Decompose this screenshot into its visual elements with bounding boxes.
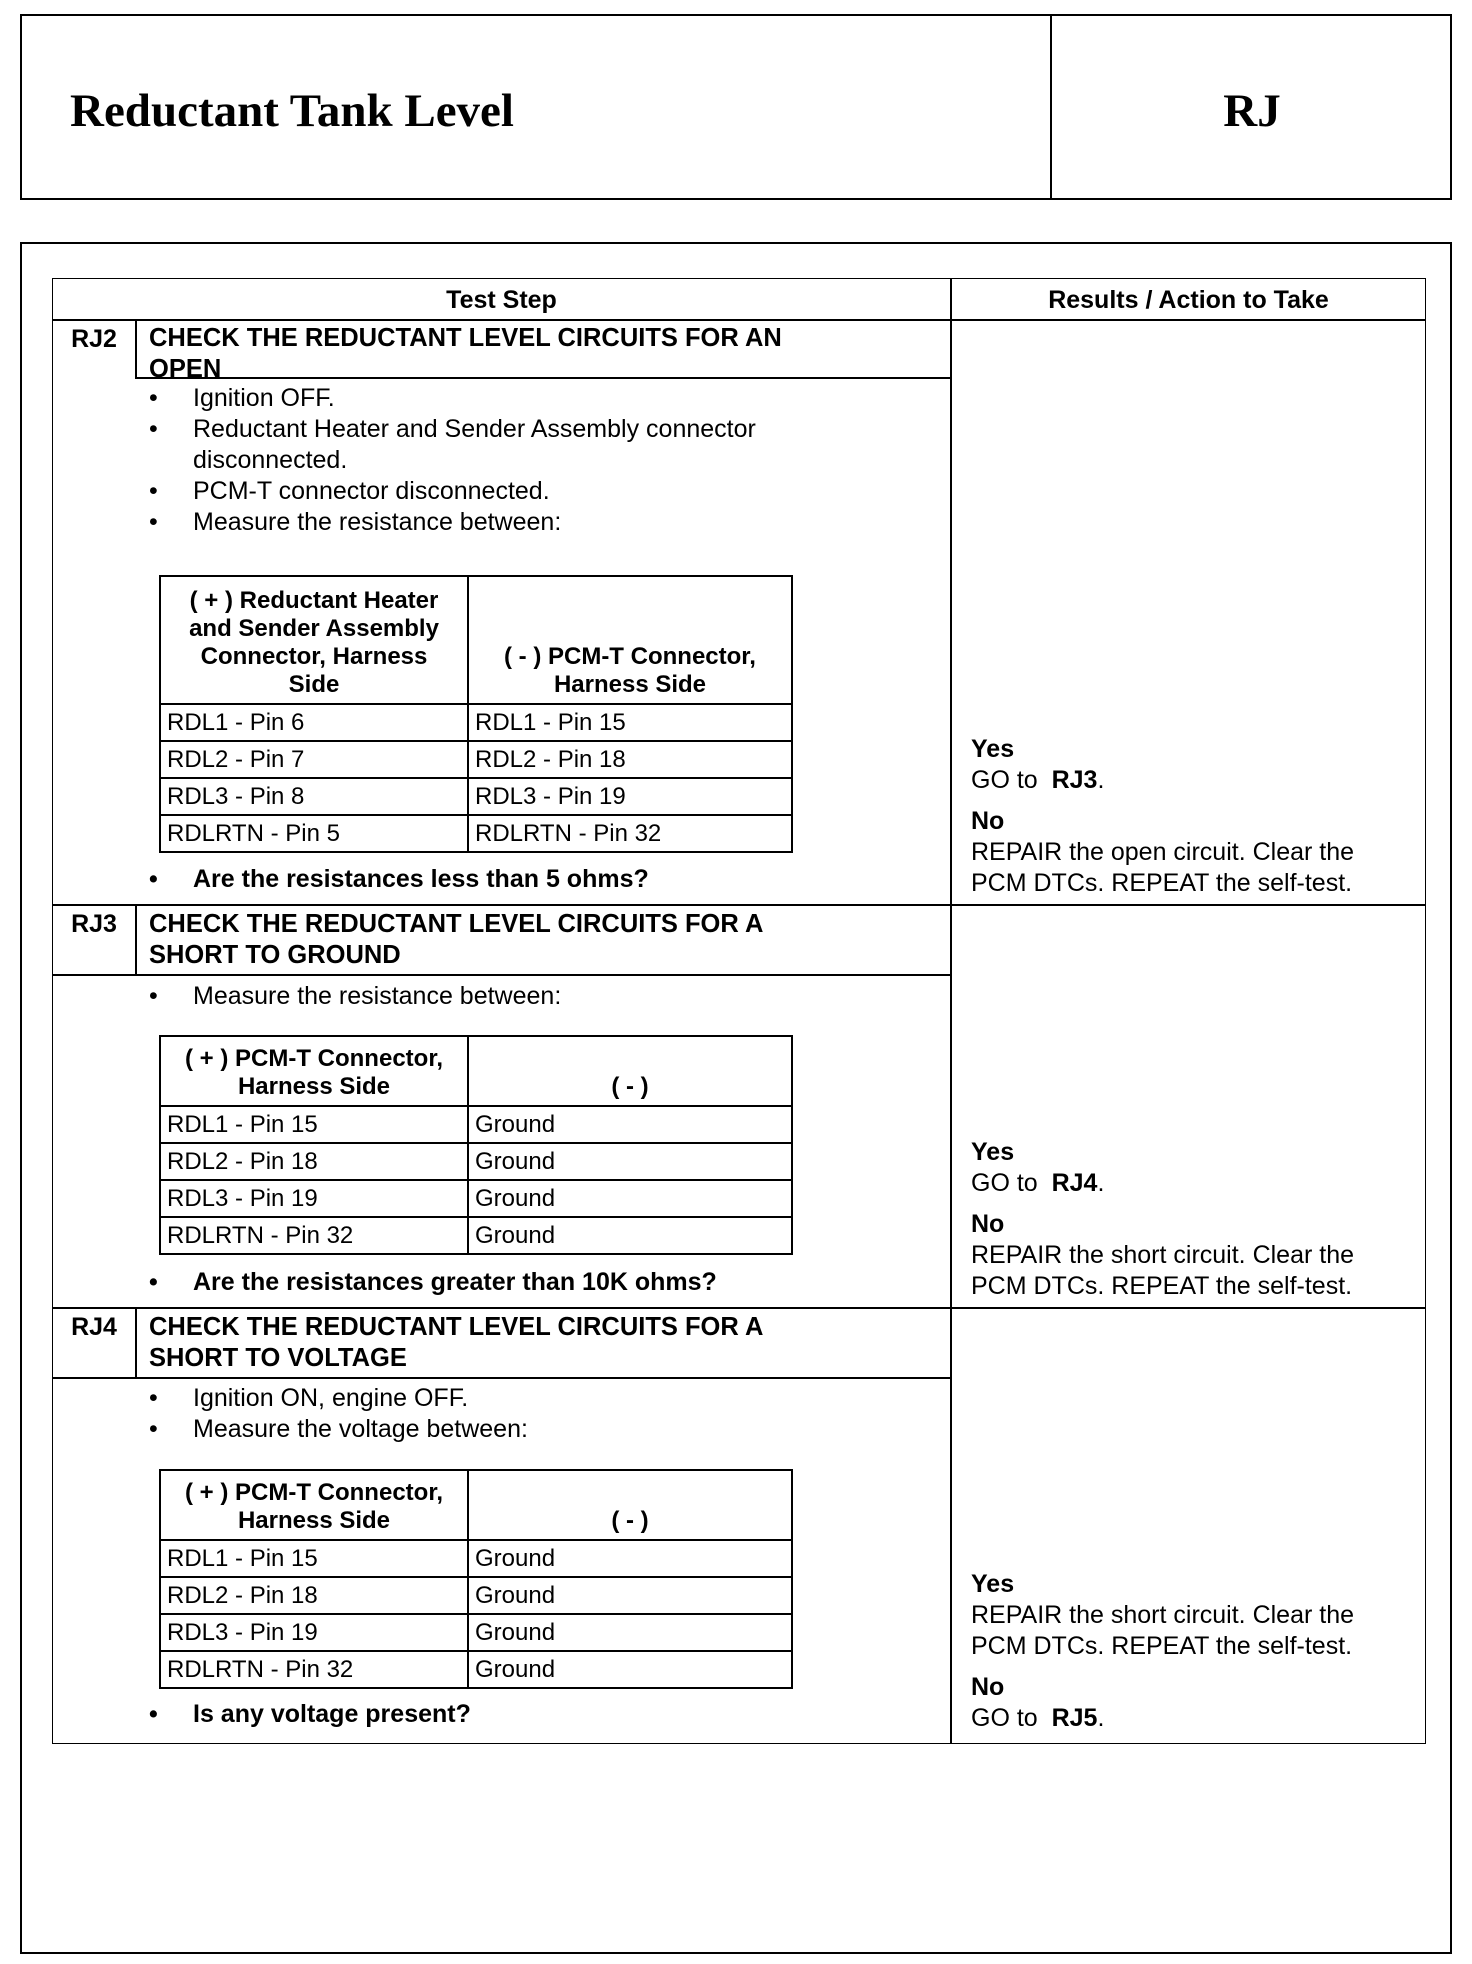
table-row [160, 741, 792, 778]
list-item: • Measure the resistance between: [149, 982, 562, 1010]
list-item: • Reductant Heater and Sender Assembly connector disconnected. [149, 415, 756, 474]
table-cell: RDL2 - Pin 18 [160, 1143, 468, 1180]
table-header [468, 576, 792, 704]
header-box [20, 14, 1452, 200]
header-rule [53, 319, 1425, 321]
step-title [149, 1312, 929, 1374]
header-line: Side [288, 671, 340, 698]
measurement-table [159, 1035, 793, 1255]
instruction-text: Measure the resistance between: [193, 508, 562, 536]
table-cell: RDLRTN - Pin 32 [160, 1217, 468, 1254]
step-title-line: SHORT TO VOLTAGE [149, 1344, 407, 1372]
no-action [971, 1703, 1421, 1734]
table-cell: Ground [468, 1577, 792, 1614]
column-header-results: Results / Action to Take [1048, 286, 1329, 314]
result-block [971, 1137, 1421, 1302]
no-action: REPAIR the open circuit. Clear the [971, 838, 1355, 866]
step-title [149, 323, 929, 385]
list-item: • PCM-T connector disconnected. [149, 477, 550, 505]
step-title-line: CHECK THE REDUCTANT LEVEL CIRCUITS FOR AN [149, 324, 782, 352]
no-label: No [971, 1673, 1005, 1701]
table-cell: RDLRTN - Pin 32 [468, 815, 792, 852]
table-cell: RDL1 - Pin 15 [160, 1540, 468, 1577]
step-id: RJ4 [71, 1313, 117, 1341]
table-cell: RDL3 - Pin 19 [160, 1180, 468, 1217]
step-rule [53, 904, 1425, 906]
instruction-text: PCM-T connector disconnected. [193, 477, 550, 505]
table-header: ( - ) [468, 1470, 792, 1540]
step-reference: RJ3 [1051, 766, 1098, 794]
id-divider [135, 904, 137, 974]
table-cell: Ground [468, 1180, 792, 1217]
id-divider [135, 1307, 137, 1377]
measurement-table [159, 1469, 793, 1689]
yes-action: REPAIR the short circuit. Clear the [971, 1601, 1355, 1629]
table-row [160, 1577, 792, 1614]
result-block [971, 734, 1421, 899]
step-title-line: CHECK THE REDUCTANT LEVEL CIRCUITS FOR A [149, 910, 764, 938]
table-cell: RDL2 - Pin 18 [160, 1577, 468, 1614]
yes-label: Yes [971, 1138, 1015, 1166]
question-text: Are the resistances greater than 10K ohms? [193, 1268, 717, 1296]
step-title [149, 909, 929, 971]
yes-action [971, 1168, 1421, 1199]
action-text: . [1097, 1704, 1105, 1732]
table-cell: Ground [468, 1217, 792, 1254]
table-row [160, 1540, 792, 1577]
step-reference: RJ5 [1051, 1704, 1098, 1732]
header-line: ( + ) Reductant Heater [189, 587, 439, 614]
test-step-table [52, 278, 1426, 1744]
step-instructions [149, 383, 929, 538]
table-row [160, 1180, 792, 1217]
question-text: Are the resistances less than 5 ohms? [193, 865, 649, 893]
table-cell: Ground [468, 1106, 792, 1143]
no-action: PCM DTCs. REPEAT the self-test. [971, 869, 1353, 897]
step-reference: RJ4 [1051, 1169, 1098, 1197]
list-item: • Ignition OFF. [149, 384, 335, 412]
question-text: Is any voltage present? [193, 1700, 471, 1728]
yes-action: PCM DTCs. REPEAT the self-test. [971, 1632, 1353, 1660]
table-cell: RDL1 - Pin 15 [160, 1106, 468, 1143]
table-row [160, 704, 792, 741]
step-question [149, 1699, 929, 1730]
table-cell: Ground [468, 1614, 792, 1651]
no-action: PCM DTCs. REPEAT the self-test. [971, 1272, 1353, 1300]
table-header [160, 576, 468, 704]
yes-action [971, 765, 1421, 796]
table-cell: RDL1 - Pin 15 [468, 704, 792, 741]
step-id: RJ2 [71, 325, 117, 353]
id-divider [135, 319, 137, 377]
instruction-text: Measure the voltage between: [193, 1415, 528, 1443]
table-cell: Ground [468, 1651, 792, 1688]
table-row [160, 778, 792, 815]
table-cell: RDL1 - Pin 6 [160, 704, 468, 741]
step-instructions [149, 981, 929, 1012]
title-rule [53, 1377, 950, 1379]
table-header: ( - ) [468, 1036, 792, 1106]
table-cell: RDLRTN - Pin 5 [160, 815, 468, 852]
column-divider [950, 279, 952, 1743]
table-cell: RDL3 - Pin 19 [160, 1614, 468, 1651]
action-text: GO to [971, 766, 1038, 794]
action-text: GO to [971, 1704, 1038, 1732]
list-item: • Measure the resistance between: [149, 508, 562, 536]
header-line: Harness Side [237, 1073, 391, 1100]
no-label: No [971, 807, 1005, 835]
list-item: • Ignition ON, engine OFF. [149, 1384, 469, 1412]
column-header-test-step: Test Step [446, 286, 557, 314]
section-code: RJ [1223, 85, 1281, 137]
list-item: • Measure the voltage between: [149, 1415, 528, 1443]
table-header [160, 1036, 468, 1106]
list-item: • Are the resistances greater than 10K ohms? [149, 1268, 717, 1296]
table-cell: RDL2 - Pin 18 [468, 741, 792, 778]
step-title-line: CHECK THE REDUCTANT LEVEL CIRCUITS FOR A [149, 1313, 764, 1341]
action-text: . [1097, 1169, 1105, 1197]
step-rule [53, 1307, 1425, 1309]
table-cell: Ground [468, 1143, 792, 1180]
table-row [160, 1217, 792, 1254]
header-line: Harness Side [553, 671, 707, 698]
table-header [160, 1470, 468, 1540]
table-cell: RDL3 - Pin 19 [468, 778, 792, 815]
header-line: Harness Side [237, 1507, 391, 1534]
header-line: ( + ) PCM-T Connector, [185, 1045, 443, 1072]
measurement-table [159, 575, 793, 853]
list-item: • Is any voltage present? [149, 1700, 471, 1728]
table-cell: RDL3 - Pin 8 [160, 778, 468, 815]
step-instructions [149, 1383, 929, 1445]
no-action: REPAIR the short circuit. Clear the [971, 1241, 1355, 1269]
step-title-line: OPEN [149, 355, 222, 383]
table-row [160, 1106, 792, 1143]
yes-label: Yes [971, 735, 1015, 763]
no-label: No [971, 1210, 1005, 1238]
step-question [149, 864, 929, 895]
list-item: • Are the resistances less than 5 ohms? [149, 865, 649, 893]
result-block [971, 1569, 1421, 1734]
page-title: Reductant Tank Level [70, 85, 514, 137]
instruction-text: Ignition OFF. [193, 384, 335, 412]
instruction-text: Ignition ON, engine OFF. [193, 1384, 469, 1412]
table-row [160, 1143, 792, 1180]
table-cell: RDL2 - Pin 7 [160, 741, 468, 778]
table-row [160, 1614, 792, 1651]
instruction-text: disconnected. [193, 446, 348, 474]
step-title-line: SHORT TO GROUND [149, 941, 401, 969]
instruction-text: Measure the resistance between: [193, 982, 562, 1010]
yes-label: Yes [971, 1570, 1015, 1598]
instruction-text: Reductant Heater and Sender Assembly connector [193, 415, 756, 443]
header-line: ( - ) PCM-T Connector, [504, 643, 756, 670]
header-line: ( + ) PCM-T Connector, [185, 1479, 443, 1506]
header-line: and Sender Assembly [189, 615, 439, 642]
table-row [160, 815, 792, 852]
step-id: RJ3 [71, 910, 117, 938]
table-cell: Ground [468, 1540, 792, 1577]
title-rule [53, 974, 950, 976]
step-question [149, 1267, 929, 1298]
action-text: GO to [971, 1169, 1038, 1197]
table-cell: RDLRTN - Pin 32 [160, 1651, 468, 1688]
header-line: Connector, Harness [200, 643, 428, 670]
table-row [160, 1651, 792, 1688]
action-text: . [1097, 766, 1105, 794]
